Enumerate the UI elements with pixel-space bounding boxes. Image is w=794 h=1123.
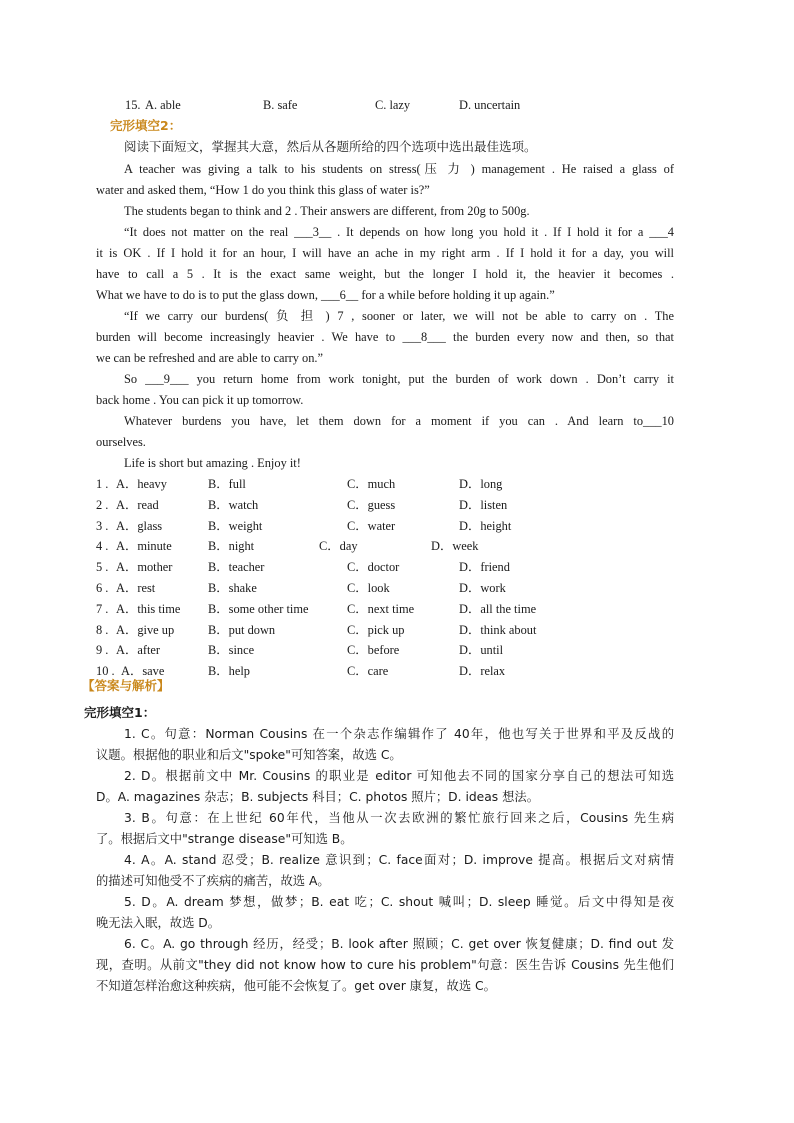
prev-q15-option-a: A. able [145, 98, 181, 112]
answer-line: 5. D。A. dream 梦想，做梦；B. eat 吃；C. shout 喊叫；D. sleep 睡觉。后文中得知是夜 [124, 895, 674, 909]
option-b: B．since [208, 643, 255, 657]
option-d: D．week [431, 539, 479, 553]
answer-heading: 【答案与解析】 [82, 678, 170, 693]
option-number: 8 . [96, 623, 109, 637]
prev-q15-option-d: D. uncertain [459, 98, 521, 112]
passage-line: Life is short but amazing . Enjoy it! [124, 456, 301, 470]
option-c: C．next time [347, 602, 415, 616]
option-d: D．listen [459, 498, 508, 512]
passage-line: burden will become increasingly heavier . We have to ___8___ the burden every now and then, so that [96, 330, 674, 344]
option-number: 1 . [96, 477, 109, 491]
option-c: C．pick up [347, 623, 405, 637]
option-d: D．think about [459, 623, 537, 637]
answer-line: 2. D。根据前文中 Mr. Cousins 的职业是 editor 可知他去不同的国家分享自己的想法可知选 [124, 769, 674, 783]
option-b: B．put down [208, 623, 276, 637]
prev-q15-option-b: B. safe [263, 98, 298, 112]
answer-line: 6. C。A. go through 经历，经受；B. look after 照顾；C. get over 恢复健康；D. find out 发 [124, 937, 674, 951]
section-heading: 完形填空2： [110, 118, 182, 133]
answer-line: 的描述可知他受不了疾病的痛苦，故选 A。 [96, 874, 330, 888]
option-number: 5 . [96, 560, 109, 574]
option-a: A．this time [116, 602, 181, 616]
answer-line: 晚无法入眠，故选 D。 [96, 916, 221, 930]
option-b: B．shake [208, 581, 257, 595]
option-a: A．rest [116, 581, 156, 595]
answer-line: 4. A。A. stand 忍受；B. realize 意识到；C. face面对；D. improve 提高。根据后文对病情 [124, 853, 674, 867]
option-d: D．relax [459, 664, 506, 678]
option-c: C．day [319, 539, 358, 553]
passage-line: ourselves. [96, 435, 146, 449]
passage-line: have to call a 5 . It is the exact same weight, but the longer I hold it, the heavier it becomes . [96, 267, 674, 281]
option-c: C．care [347, 664, 389, 678]
option-a: A．read [116, 498, 159, 512]
prev-q15-option-c: C. lazy [375, 98, 411, 112]
answer-line: 现，查明。从前文"they did not know how to cure his problem"句意：医生告诉 Cousins 先生他们 [96, 958, 674, 972]
option-a: A．glass [116, 519, 163, 533]
passage-line: water and asked them, “How 1 do you think this glass of water is?” [96, 183, 430, 197]
option-number: 3 . [96, 519, 109, 533]
option-a: A．give up [116, 623, 175, 637]
option-c: C．before [347, 643, 400, 657]
option-a: A．minute [116, 539, 172, 553]
option-c: C．much [347, 477, 396, 491]
option-a: A．save [121, 664, 165, 678]
option-b: B．watch [208, 498, 259, 512]
option-d: D．until [459, 643, 504, 657]
option-a: A．heavy [116, 477, 167, 491]
passage-line: Whatever burdens you have, let them down for a moment if you can . And learn to___10 [124, 414, 674, 428]
passage-line: back home . You can pick it up tomorrow. [96, 393, 304, 407]
passage-line: “If we carry our burdens( 负 担 ) 7 , sooner or later, we will not be able to carry on . The [124, 309, 674, 323]
option-a: A．after [116, 643, 161, 657]
passage-line: A teacher was giving a talk to his students on stress(压 力 ) management . He raised a glass of [124, 162, 674, 176]
passage-line: it is OK . If I hold it for an hour, I will have an ache in my right arm . If I hold it for a day, you will [96, 246, 674, 260]
option-b: B．night [208, 539, 255, 553]
prev-q15-label: 15. [125, 98, 141, 112]
option-number: 4 . [96, 539, 109, 553]
option-d: D．long [459, 477, 503, 491]
passage-line: So ___9___ you return home from work tonight, put the burden of work down . Don’t carry it [124, 372, 674, 386]
option-d: D．work [459, 581, 506, 595]
option-b: B．help [208, 664, 250, 678]
option-b: B．full [208, 477, 246, 491]
answer-line: 1. C。句意：Norman Cousins 在一个杂志作编辑作了 40年，他也写关于世界和平及反战的 [124, 727, 674, 741]
option-d: D．height [459, 519, 512, 533]
option-d: D．all the time [459, 602, 537, 616]
option-number: 10 . [96, 664, 115, 678]
option-d: D．friend [459, 560, 510, 574]
option-c: C．look [347, 581, 390, 595]
passage-line: “It does not matter on the real ___3__ . It depends on how long you hold it . If I hold it for a ___4 [124, 225, 674, 239]
option-c: C．guess [347, 498, 396, 512]
answer-line: 议题。根据他的职业和后文"spoke"可知答案，故选 C。 [96, 748, 402, 762]
option-b: B．weight [208, 519, 263, 533]
answer-line: D。A. magazines 杂志；B. subjects 科目；C. photos 照片；D. ideas 想法。 [96, 790, 539, 804]
option-number: 7 . [96, 602, 109, 616]
option-number: 6 . [96, 581, 109, 595]
option-c: C．water [347, 519, 396, 533]
option-c: C．doctor [347, 560, 400, 574]
answer-subheading: 完形填空1： [84, 705, 156, 720]
option-b: B．teacher [208, 560, 265, 574]
passage-line: What we have to do is to put the glass down, ___6__ for a while before holding it up again.” [96, 288, 555, 302]
option-number: 9 . [96, 643, 109, 657]
passage-line: we can be refreshed and are able to carry on.” [96, 351, 324, 365]
answer-line: 了。根据后文中"strange disease"可知选 B。 [96, 832, 353, 846]
option-b: B．some other time [208, 602, 309, 616]
option-a: A．mother [116, 560, 173, 574]
answer-line: 3. B。句意：在上世纪 60年代，当他从一次去欧洲的繁忙旅行回来之后，Cousins 先生病 [124, 811, 674, 825]
instruction: 阅读下面短文，掌握其大意，然后从各题所给的四个选项中选出最佳选项。 [124, 139, 537, 154]
option-number: 2 . [96, 498, 109, 512]
passage-line: The students began to think and 2 . Their answers are different, from 20g to 500g. [124, 204, 530, 218]
answer-line: 不知道怎样治愈这种疾病，他可能不会恢复了。get over 康复，故选 C。 [96, 979, 496, 993]
